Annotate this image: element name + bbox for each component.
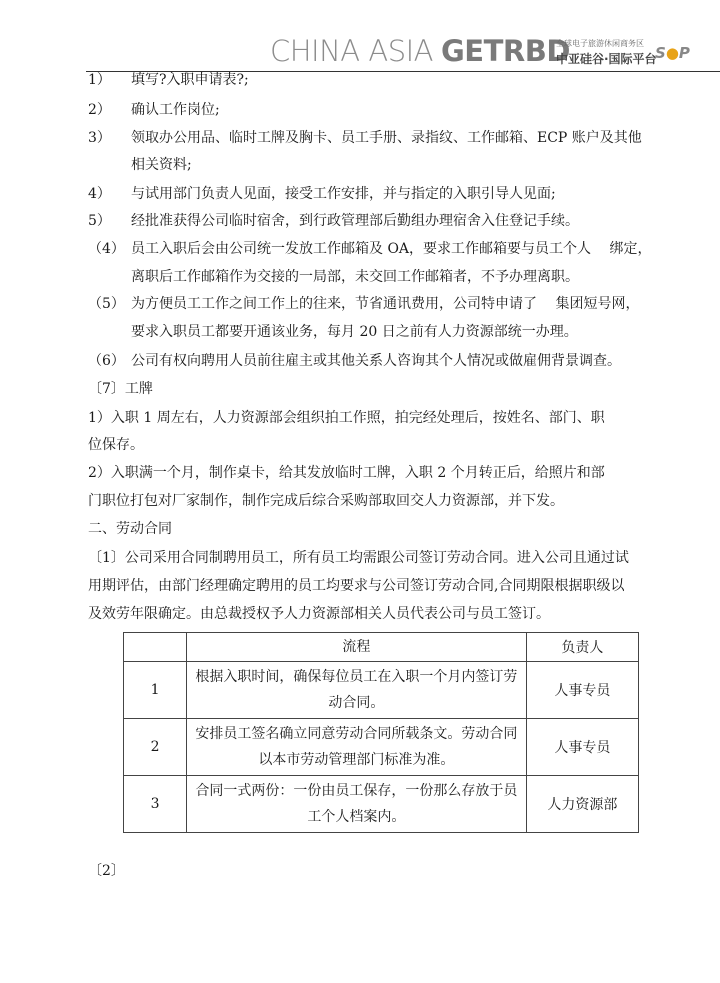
item-7-number: （5） — [88, 296, 125, 312]
badge-para-1: 1）入职 1 周左右，人力资源部会组织拍工作照，拍完经处理后，按姓名、部门、职 — [88, 410, 605, 426]
row-flow-line: 安排员工签名确立同意劳动合同所载条文。劳动合同 — [195, 726, 518, 742]
item-2-number: 2） — [88, 102, 111, 118]
item-1-number: 1） — [88, 72, 111, 88]
row-number: 1 — [124, 662, 187, 719]
item-8-text: 公司有权向聘用人员前往雇主或其他关系人咨询其个人情况或做雇佣背景调查。 — [131, 353, 621, 369]
row-owner: 人事专员 — [526, 662, 638, 719]
item-3-number: 3） — [88, 130, 111, 146]
row-number: 2 — [124, 719, 187, 776]
badge-para-2-cont: 门职位打包对厂家制作，制作完成后综合采购部取回交人力资源部，并下发。 — [88, 493, 564, 509]
item-6-text: 员工入职后会由公司统一发放工作邮箱及 OA，要求工作邮箱要与员工个人 绑定， — [131, 241, 652, 257]
table-row — [124, 662, 639, 719]
badge-para-1-cont: 位保存。 — [88, 437, 144, 453]
row-flow-line: 以本市劳动管理部门标准为准。 — [258, 752, 455, 768]
item-3-text: 领取办公用品、临时工牌及胸卡、员工手册、录指纹、工作邮箱、ECP 账户及其他 — [131, 130, 642, 146]
contract-para-cont-1: 用期评估，由部门经理确定聘用的员工均要求与公司签订劳动合同,合同期限根据职级以 — [88, 578, 625, 594]
row-flow — [187, 776, 527, 833]
row-flow — [187, 662, 527, 719]
row-flow-line: 根据入职时间，确保每位员工在入职一个月内签订劳 — [195, 669, 518, 685]
contract-para: 〔1〕公司采用合同制聘用员工，所有员工均需跟公司签订劳动合同。进入公司且通过试 — [88, 550, 629, 566]
header-cell-owner: 负责人 — [526, 633, 638, 662]
page-header — [0, 0, 720, 80]
item-7-text: 为方便员工工作之间工作上的往来，节省通讯费用，公司特申请了 集团短号网， — [131, 296, 640, 312]
header-cell-flow: 流程 — [187, 633, 527, 662]
table-row — [124, 776, 639, 833]
item-2-text: 确认工作岗位; — [131, 102, 220, 118]
item-1-text: 填写?入职申请表?; — [131, 72, 249, 88]
table-header-row — [124, 633, 639, 662]
contract-heading: 二、劳动合同 — [88, 521, 172, 537]
row-owner: 人力资源部 — [526, 776, 638, 833]
row-owner: 人事专员 — [526, 719, 638, 776]
row-flow-line: 合同一式两份：一份由员工保存，一份那么存放于员 — [195, 783, 518, 799]
item-4-text: 与试用部门负责人见面，接受工作安排，并与指定的入职引导人见面; — [131, 186, 556, 202]
row-flow — [187, 719, 527, 776]
item-5-text: 经批准获得公司临时宿舍，到行政管理部后勤组办理宿舍入住登记手续。 — [131, 213, 579, 229]
row-number: 3 — [124, 776, 187, 833]
item-7-text-cont: 要求入职员工都要开通该业务，每月 20 日之前有人力资源部统一办理。 — [131, 324, 578, 340]
brand-name-a: CHINA ASIA — [270, 34, 433, 68]
brand-cn-name: 中亚硅谷·国际平台 — [556, 52, 657, 66]
row-flow-line: 工个人档案内。 — [307, 809, 406, 825]
row-flow-line: 动合同。 — [328, 695, 385, 711]
sap-logo: S●P — [655, 44, 690, 62]
item-6-text-cont: 离职后工作邮箱作为交接的一局部，未交回工作邮箱者，不予办理离职。 — [131, 269, 579, 285]
item-3-text-cont: 相关资料; — [131, 157, 192, 173]
badge-para-2: 2）入职满一个月，制作桌卡，给其发放临时工牌，入职 2 个月转正后，给照片和部 — [88, 465, 605, 481]
section-marker: 〔2〕 — [88, 863, 125, 879]
brand-name-b: GETRBD — [441, 34, 570, 68]
brand-tagline: 全球电子旅游休闲商务区 — [556, 39, 644, 48]
item-5-number: 5） — [88, 213, 111, 229]
brand-wordmark — [270, 34, 570, 68]
item-4-number: 4） — [88, 186, 111, 202]
contract-flow-table — [123, 632, 639, 833]
header-cell-no — [124, 633, 187, 662]
badge-heading: 〔7〕工牌 — [88, 381, 153, 397]
contract-para-cont-2: 及效劳年限确定。由总裁授权予人力资源部相关人员代表公司与员工签订。 — [88, 606, 550, 622]
item-6-number: （4） — [88, 241, 125, 257]
table-row — [124, 719, 639, 776]
item-8-number: （6） — [88, 353, 125, 369]
